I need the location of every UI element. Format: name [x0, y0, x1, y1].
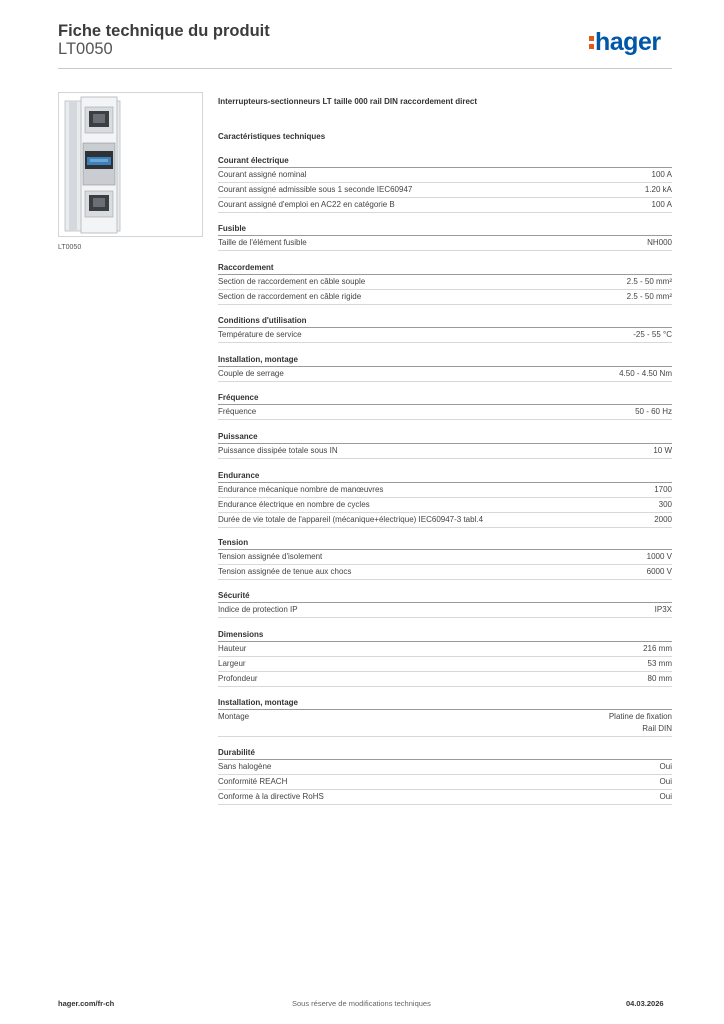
footer-disclaimer: Sous réserve de modifications techniques — [292, 999, 431, 1008]
spec-value: 216 mm — [643, 644, 672, 653]
spec-label: Endurance mécanique nombre de manœuvres — [218, 485, 384, 494]
section-installation-montage — [218, 354, 672, 382]
image-caption: LT0050 — [58, 244, 82, 251]
section-title: Courant électrique — [218, 155, 672, 168]
section-title: Fusible — [218, 223, 672, 236]
spec-row — [218, 642, 672, 657]
spec-value: 2.5 - 50 mm² — [626, 292, 672, 301]
spec-row — [218, 236, 672, 251]
spec-label: Durée de vie totale de l'appareil (mécanique+électrique) IEC60947-3 tabl.4 — [218, 515, 484, 524]
header-divider — [58, 68, 672, 69]
section-conditions-utilisation — [218, 315, 672, 343]
spec-value-line-2: Rail DIN — [642, 724, 672, 733]
spec-label: Montage — [218, 712, 250, 721]
spec-label: Section de raccordement en câble rigide — [218, 292, 362, 301]
spec-label: Température de service — [218, 330, 302, 339]
section-title: Fréquence — [218, 392, 672, 405]
spec-row — [218, 367, 672, 382]
spec-value: -25 - 55 °C — [633, 330, 672, 339]
section-title: Conditions d'utilisation — [218, 315, 672, 328]
logo-dots-icon — [589, 29, 594, 49]
spec-label: Taille de l'élément fusible — [218, 238, 307, 247]
section-title: Dimensions — [218, 629, 672, 642]
spec-value: 1000 V — [646, 552, 672, 561]
spec-row — [218, 550, 672, 565]
spec-row — [218, 168, 672, 183]
switch-disconnector-illustration — [59, 93, 202, 236]
spec-row — [218, 710, 672, 737]
spec-row — [218, 483, 672, 498]
spec-value: 2.5 - 50 mm² — [626, 277, 672, 286]
spec-label: Profondeur — [218, 674, 258, 683]
section-title: Sécurité — [218, 590, 672, 603]
spec-row — [218, 565, 672, 580]
spec-label: Fréquence — [218, 407, 257, 416]
spec-row — [218, 444, 672, 459]
section-endurance — [218, 470, 672, 528]
spec-value: 1.20 kA — [644, 185, 672, 194]
spec-label: Tension assignée de tenue aux chocs — [218, 567, 352, 576]
spec-label: Puissance dissipée totale sous IN — [218, 446, 338, 455]
spec-value: NH000 — [647, 238, 672, 247]
spec-row — [218, 513, 672, 528]
spec-value: 300 — [658, 500, 672, 509]
spec-row — [218, 603, 672, 618]
section-title: Tension — [218, 537, 672, 550]
spec-value — [609, 711, 672, 735]
spec-value: 2000 — [654, 515, 672, 524]
spec-value: 1700 — [654, 485, 672, 494]
spec-row — [218, 760, 672, 775]
spec-value: 10 W — [653, 446, 672, 455]
spec-value: 80 mm — [647, 674, 672, 683]
spec-row — [218, 405, 672, 420]
spec-label: Section de raccordement en câble souple — [218, 277, 366, 286]
section-securite — [218, 590, 672, 618]
spec-label: Conforme à la directive RoHS — [218, 792, 324, 801]
spec-value: Oui — [659, 777, 672, 786]
product-description: Interrupteurs-sectionneurs LT taille 000 rail DIN raccordement direct — [218, 97, 478, 106]
spec-label: Hauteur — [218, 644, 247, 653]
spec-label: Sans halogène — [218, 762, 272, 771]
section-frequence — [218, 392, 672, 420]
spec-label: Courant assigné nominal — [218, 170, 307, 179]
spec-value: 100 A — [651, 170, 672, 179]
spec-label: Tension assignée d'isolement — [218, 552, 323, 561]
section-tension — [218, 537, 672, 580]
spec-value: Oui — [659, 792, 672, 801]
hager-logo — [589, 29, 661, 55]
spec-label: Largeur — [218, 659, 246, 668]
spec-row — [218, 290, 672, 305]
spec-row — [218, 498, 672, 513]
spec-row — [218, 275, 672, 290]
spec-value: 6000 V — [646, 567, 672, 576]
spec-label: Conformité REACH — [218, 777, 288, 786]
spec-value: 100 A — [651, 200, 672, 209]
section-raccordement — [218, 262, 672, 305]
footer-website: hager.com/fr-ch — [58, 999, 115, 1008]
section-title: Endurance — [218, 470, 672, 483]
spec-row — [218, 183, 672, 198]
section-dimensions — [218, 629, 672, 687]
spec-row — [218, 775, 672, 790]
spec-row — [218, 328, 672, 343]
spec-value: Oui — [659, 762, 672, 771]
logo-text: hager — [595, 28, 661, 56]
section-title: Raccordement — [218, 262, 672, 275]
section-title: Installation, montage — [218, 354, 672, 367]
spec-label: Endurance électrique en nombre de cycles — [218, 500, 370, 509]
product-image — [58, 92, 203, 237]
footer-date: 04.03.2026 — [626, 999, 664, 1008]
product-reference: LT0050 — [58, 40, 113, 58]
spec-value: 50 - 60 Hz — [635, 407, 672, 416]
section-installation-montage-2 — [218, 697, 672, 737]
spec-label: Courant assigné d'emploi en AC22 en catégorie B — [218, 200, 395, 209]
tech-characteristics-heading: Caractéristiques techniques — [218, 132, 326, 141]
spec-row — [218, 672, 672, 687]
spec-label: Courant assigné admissible sous 1 seconde IEC60947 — [218, 185, 413, 194]
section-durabilite — [218, 747, 672, 805]
section-title: Puissance — [218, 431, 672, 444]
spec-value-line-1: Platine de fixation — [608, 712, 672, 721]
spec-value: 53 mm — [647, 659, 672, 668]
page-title: Fiche technique du produit — [58, 22, 270, 40]
spec-label: Couple de serrage — [218, 369, 284, 378]
spec-row — [218, 198, 672, 213]
section-puissance — [218, 431, 672, 459]
section-title: Durabilité — [218, 747, 672, 760]
section-courant-electrique — [218, 155, 672, 213]
section-fusible — [218, 223, 672, 251]
spec-label: Indice de protection IP — [218, 605, 298, 614]
spec-row — [218, 657, 672, 672]
spec-row — [218, 790, 672, 805]
spec-value: 4.50 - 4.50 Nm — [619, 369, 672, 378]
section-title: Installation, montage — [218, 697, 672, 710]
spec-value: IP3X — [654, 605, 672, 614]
